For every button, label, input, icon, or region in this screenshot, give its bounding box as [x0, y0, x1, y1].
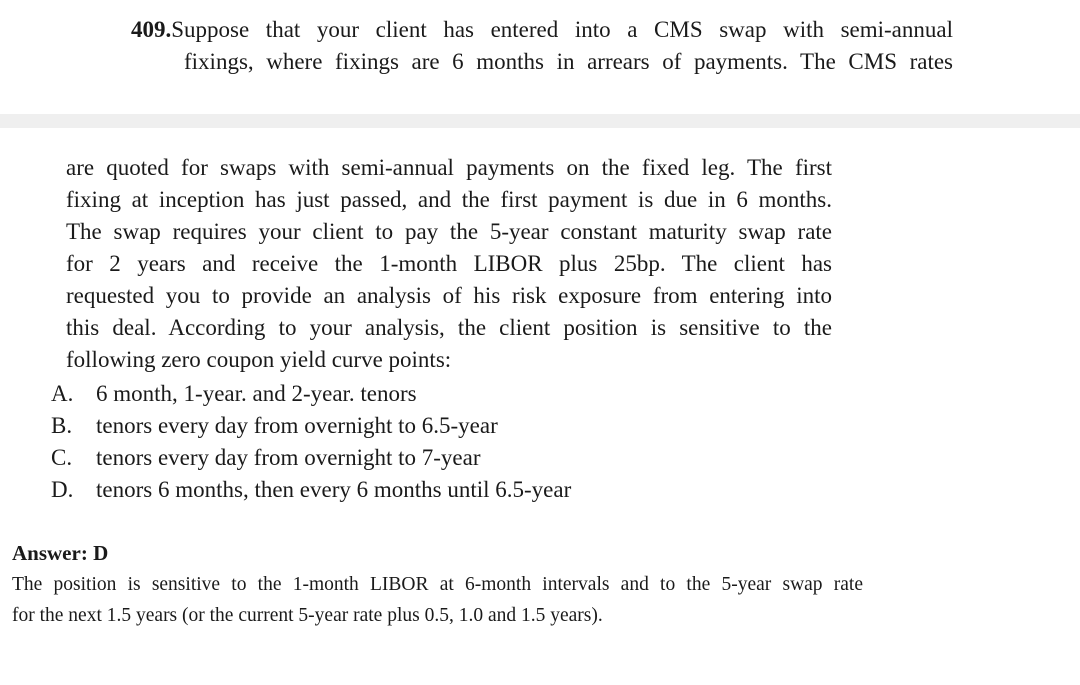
question-first-line: [131, 14, 953, 46]
question-body-line: requested you to provide an analysis of his risk exposure from entering into: [66, 283, 832, 308]
option-text: tenors every day from overnight to 7-year: [96, 445, 481, 470]
answer-label: Answer: D: [12, 541, 109, 565]
question-line-1: Suppose that your client has entered into a CMS swap with semi-annual: [171, 17, 953, 42]
question-body-line: this deal. According to your analysis, the client position is sensitive to the: [66, 315, 832, 340]
option-text: tenors every day from overnight to 6.5-year: [96, 413, 498, 438]
page-separator: [0, 114, 1080, 128]
option-letter: A.: [51, 381, 74, 406]
option-text: 6 month, 1-year. and 2-year. tenors: [96, 381, 417, 406]
option-letter: B.: [51, 413, 73, 438]
option-text: tenors 6 months, then every 6 months until 6.5-year: [96, 477, 572, 502]
question-body-line: following zero coupon yield curve points:: [66, 347, 452, 372]
question-body-line: for 2 years and receive the 1-month LIBOR plus 25bp. The client has: [66, 251, 832, 276]
question-body-line: The swap requires your client to pay the 5-year constant maturity swap rate: [66, 219, 832, 244]
option-b: [51, 410, 571, 442]
option-d: [51, 474, 571, 506]
option-letter: C.: [51, 445, 73, 470]
answer-explanation: [12, 569, 863, 631]
question-body-line: fixing at inception has just passed, and the first payment is due in 6 months.: [66, 187, 832, 212]
question-number: 409.: [131, 17, 172, 42]
option-a: [51, 378, 571, 410]
answer-options: [51, 378, 571, 506]
question-second-line: fixings, where fixings are 6 months in arrears of payments. The CMS rates: [184, 49, 953, 74]
option-letter: D.: [51, 477, 74, 502]
question-body-line: are quoted for swaps with semi-annual payments on the fixed leg. The first: [66, 155, 832, 180]
explanation-line: for the next 1.5 years (or the current 5-year rate plus 0.5, 1.0 and 1.5 years).: [12, 605, 603, 626]
option-c: [51, 442, 571, 474]
explanation-line: The position is sensitive to the 1-month LIBOR at 6-month intervals and to the 5-year swap rate: [12, 574, 863, 595]
question-body: [66, 152, 832, 376]
